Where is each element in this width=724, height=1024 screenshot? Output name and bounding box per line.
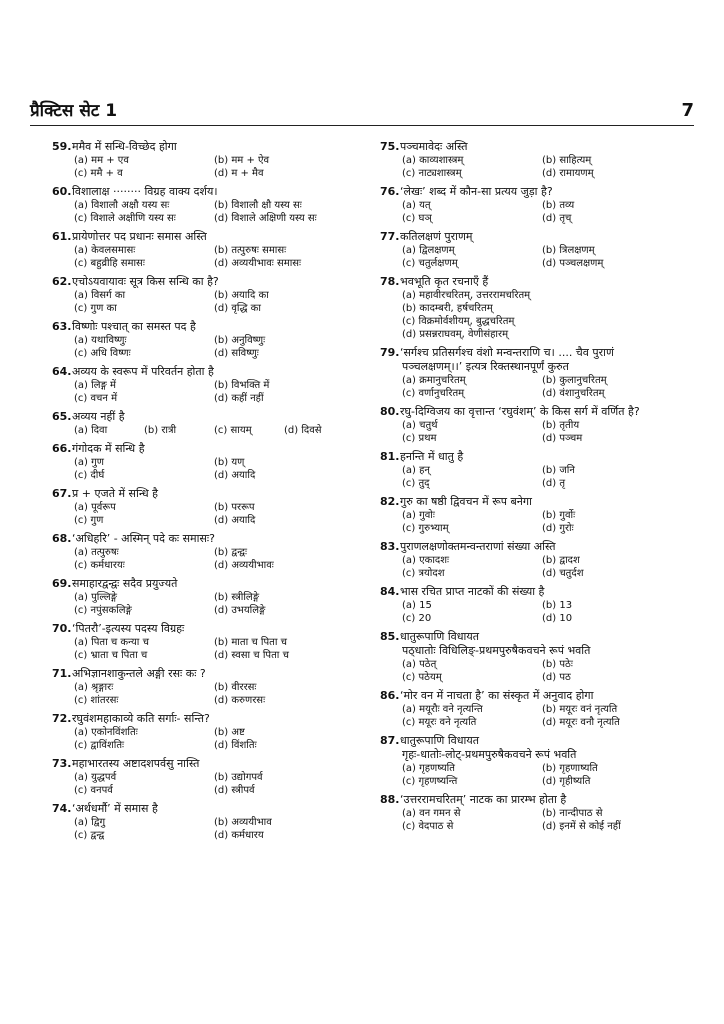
options bbox=[52, 816, 352, 842]
option: (c) चतुर्लक्षणम् bbox=[402, 258, 458, 269]
option: (c) नपुंसकलिङ्गे bbox=[74, 605, 132, 616]
options bbox=[380, 374, 680, 400]
question-number: 69. bbox=[52, 577, 72, 590]
option: (c) गुरुभ्याम् bbox=[402, 523, 449, 534]
option: (c) ममै + व bbox=[74, 168, 123, 179]
option: (a) विसर्ग का bbox=[74, 290, 126, 301]
option: (b) वीररसः bbox=[214, 682, 257, 693]
option: (b) जनि bbox=[542, 465, 575, 476]
question bbox=[52, 487, 352, 527]
options bbox=[380, 599, 680, 625]
question-line bbox=[380, 630, 680, 644]
option: (b) मयूरः वनं नृत्यति bbox=[542, 704, 618, 715]
question-text: ‘अधिहरि’ - अस्मिन् पदे कः समासः? bbox=[72, 532, 215, 545]
option: (c) शांतरसः bbox=[74, 695, 119, 706]
question-line bbox=[380, 734, 680, 748]
option: (c) वेदपाठ से bbox=[402, 821, 454, 832]
question-text: अव्यय नहीं है bbox=[72, 410, 125, 423]
question-line bbox=[52, 532, 352, 546]
option: (d) कहीं नहीं bbox=[214, 393, 264, 404]
option: (c) बहुव्रीहि समासः bbox=[74, 258, 145, 269]
question bbox=[380, 185, 680, 225]
options bbox=[52, 681, 352, 707]
options bbox=[380, 658, 680, 684]
option: (a) द्विलक्षणम् bbox=[402, 245, 455, 256]
options bbox=[380, 289, 680, 341]
option: (b) द्वादश bbox=[542, 555, 580, 566]
right-column bbox=[380, 140, 680, 838]
option: (c) नाट्यशास्त्रम् bbox=[402, 168, 462, 179]
option: (a) क्रमानुचरितम् bbox=[402, 375, 466, 386]
option: (a) गृहणष्यति bbox=[402, 763, 455, 774]
option: (b) रात्री bbox=[144, 425, 177, 436]
question-text: धातुरूपाणि विधायत bbox=[400, 734, 480, 747]
option: (a) पुल्लिङ्गे bbox=[74, 592, 117, 603]
option: (a) वन गमन से bbox=[402, 808, 461, 819]
option: (c) वर्णानुचरितम् bbox=[402, 388, 465, 399]
question-text: विष्णोः पश्चात् का समस्त पद है bbox=[72, 320, 196, 333]
options bbox=[52, 424, 352, 437]
option: (b) त्रिलक्षणम् bbox=[542, 245, 595, 256]
option: (b) कुलानुचरितम् bbox=[542, 375, 607, 386]
option: (b) अव्ययीभाव bbox=[214, 817, 272, 828]
question bbox=[52, 320, 352, 360]
option: (a) हन् bbox=[402, 465, 430, 476]
question-text: रघु-दिग्विजय का वृत्तान्त ‘रघुवंशम्’ के किस सर्ग में वर्णित है? bbox=[400, 405, 640, 418]
option: (c) वनपर्व bbox=[74, 785, 113, 796]
question bbox=[380, 405, 680, 445]
question-text: रघुवंशमहाकाव्ये कति सर्गाः- सन्ति? bbox=[72, 712, 210, 725]
question-line bbox=[52, 802, 352, 816]
question-number: 79. bbox=[380, 346, 400, 359]
question-line bbox=[52, 487, 352, 501]
question-text: ‘मोर वन में नाचता है’ का संस्कृत में अनुवाद होगा bbox=[400, 689, 594, 702]
option: (d) म + मैव bbox=[214, 168, 264, 179]
question-number: 68. bbox=[52, 532, 72, 545]
question-text: हनन्ति में धातु है bbox=[400, 450, 464, 463]
option: (b) साहित्यम् bbox=[542, 155, 592, 166]
option: (b) गुर्वोः bbox=[542, 510, 576, 521]
question-line bbox=[52, 410, 352, 424]
question bbox=[380, 275, 680, 341]
question-text: ‘पितरौ’-इत्यस्य पदस्य विग्रहः bbox=[72, 622, 185, 635]
option: (b) अनुविष्णुः bbox=[214, 335, 266, 346]
question-number: 62. bbox=[52, 275, 72, 288]
option: (d) अयादि bbox=[214, 515, 256, 526]
option: (b) मम + ऐव bbox=[214, 155, 270, 166]
question-line bbox=[380, 405, 680, 419]
option: (c) दीर्घ bbox=[74, 470, 105, 481]
page-header bbox=[30, 95, 694, 126]
option: (b) तव्य bbox=[542, 200, 575, 211]
question-line bbox=[380, 230, 680, 244]
question-line bbox=[52, 667, 352, 681]
option: (b) 13 bbox=[542, 600, 573, 611]
question bbox=[52, 532, 352, 572]
question-line bbox=[380, 585, 680, 599]
question-number: 73. bbox=[52, 757, 72, 770]
question-number: 66. bbox=[52, 442, 72, 455]
option: (d) पञ्चम bbox=[542, 433, 583, 444]
question-number: 67. bbox=[52, 487, 72, 500]
question-number: 85. bbox=[380, 630, 400, 643]
option: (a) यत् bbox=[402, 200, 431, 211]
question-line bbox=[52, 140, 352, 154]
question-number: 77. bbox=[380, 230, 400, 243]
page-number: 7 bbox=[681, 100, 694, 121]
question-text: एचोऽयवायावः सूत्र किस सन्धि का है? bbox=[72, 275, 219, 288]
options bbox=[380, 464, 680, 490]
question bbox=[380, 346, 680, 400]
question-text: पुराणलक्षणोक्तमन्वन्तराणां संख्या अस्ति bbox=[400, 540, 556, 553]
option: (d) 10 bbox=[542, 613, 573, 624]
options bbox=[52, 199, 352, 225]
option: (a) पठेत् bbox=[402, 659, 437, 670]
option: (c) भ्राता च पिता च bbox=[74, 650, 148, 661]
options bbox=[52, 244, 352, 270]
question-number: 65. bbox=[52, 410, 72, 423]
options bbox=[52, 726, 352, 752]
option: (a) महावीरचरितम्, उत्तररामचरितम् bbox=[402, 290, 531, 301]
option: (b) कादम्बरी, हर्षचरितम् bbox=[402, 303, 493, 314]
question-text: धातुरूपाणि विधायत bbox=[400, 630, 480, 643]
option: (a) काव्यशास्त्रम् bbox=[402, 155, 464, 166]
option: (b) विशालौ क्षौ यस्य सः bbox=[214, 200, 302, 211]
question bbox=[52, 185, 352, 225]
option: (c) प्रथम bbox=[402, 433, 437, 444]
option: (b) उद्योगपर्व bbox=[214, 772, 263, 783]
option: (a) विशालौ अक्षौ यस्य सः bbox=[74, 200, 170, 211]
question-text-continued: गृहः-धातोः-लोट्-प्रथमपुरुषैकवचने रूपं भवति bbox=[402, 748, 577, 761]
option: (d) कर्मधारय bbox=[214, 830, 264, 841]
option: (c) घञ् bbox=[402, 213, 432, 224]
question-number: 88. bbox=[380, 793, 400, 806]
question-text: पञ्चमावेदः अस्ति bbox=[400, 140, 468, 153]
option: (c) विक्रमोर्वशीयम्, बुद्धचरितम् bbox=[402, 316, 515, 327]
option: (d) वृद्धि का bbox=[214, 303, 261, 314]
option: (b) माता च पिता च bbox=[214, 637, 287, 648]
question bbox=[52, 442, 352, 482]
question bbox=[52, 802, 352, 842]
option: (b) गृहणाष्यति bbox=[542, 763, 598, 774]
question-text: विशालाक्ष ········ विग्रह वाक्य दर्शय। bbox=[72, 185, 218, 198]
options bbox=[52, 154, 352, 180]
question-text: गुरु का षष्ठी द्विवचन में रूप बनेगा bbox=[400, 495, 532, 508]
question bbox=[380, 689, 680, 729]
question bbox=[52, 622, 352, 662]
options bbox=[52, 636, 352, 662]
option: (a) 15 bbox=[402, 600, 432, 611]
option: (a) दिवा bbox=[74, 425, 108, 436]
question-text: भवभूति कृत रचनाएँ हैं bbox=[400, 275, 489, 288]
option: (c) 20 bbox=[402, 613, 432, 624]
options bbox=[380, 762, 680, 788]
question-number: 86. bbox=[380, 689, 400, 702]
question-number: 80. bbox=[380, 405, 400, 418]
option: (d) दिवसे bbox=[284, 425, 322, 436]
question-text: अभिज्ञानशाकुन्तले अङ्गी रसः कः ? bbox=[72, 667, 206, 680]
option: (a) मम + एव bbox=[74, 155, 129, 166]
option: (b) द्वन्द्वः bbox=[214, 547, 248, 558]
option: (b) तत्पुरुषः समासः bbox=[214, 245, 287, 256]
question-text: गंगोदक में सन्धि है bbox=[72, 442, 145, 455]
question-line bbox=[380, 275, 680, 289]
option: (d) स्वसा च पिता च bbox=[214, 650, 289, 661]
question-number: 83. bbox=[380, 540, 400, 553]
option: (b) विभक्ति में bbox=[214, 380, 270, 391]
question-number: 60. bbox=[52, 185, 72, 198]
option: (a) युद्धपर्व bbox=[74, 772, 117, 783]
options bbox=[52, 456, 352, 482]
question bbox=[52, 712, 352, 752]
question bbox=[52, 410, 352, 437]
question-line bbox=[380, 450, 680, 464]
option: (c) द्वाविंशतिः bbox=[74, 740, 125, 751]
option: (a) तत्पुरुषः bbox=[74, 547, 119, 558]
option: (b) अष्ट bbox=[214, 727, 245, 738]
options bbox=[380, 419, 680, 445]
question bbox=[380, 140, 680, 180]
question-line bbox=[52, 320, 352, 334]
question-number: 81. bbox=[380, 450, 400, 463]
option: (d) स्त्रीपर्व bbox=[214, 785, 255, 796]
left-column bbox=[52, 140, 352, 847]
option: (b) पठेः bbox=[542, 659, 573, 670]
option: (a) केवलसमासः bbox=[74, 245, 136, 256]
option: (d) रामायणम् bbox=[542, 168, 594, 179]
option: (c) विशाले अक्षीणि यस्य सः bbox=[74, 213, 176, 224]
question-text: भास रचित प्राप्त नाटकों की संख्या है bbox=[400, 585, 545, 598]
question-line bbox=[52, 577, 352, 591]
options bbox=[380, 199, 680, 225]
option: (a) गुण bbox=[74, 457, 104, 468]
option: (c) अधि विष्णः bbox=[74, 348, 131, 359]
options bbox=[380, 509, 680, 535]
options bbox=[52, 289, 352, 315]
option: (a) एकादशः bbox=[402, 555, 450, 566]
question-line bbox=[380, 140, 680, 154]
options bbox=[52, 501, 352, 527]
options bbox=[52, 334, 352, 360]
question-number: 59. bbox=[52, 140, 72, 153]
question-line bbox=[52, 712, 352, 726]
options bbox=[380, 554, 680, 580]
option: (d) उभयलिङ्गे bbox=[214, 605, 266, 616]
question-text: कतिलक्षणं पुराणम् bbox=[400, 230, 473, 243]
question-number: 61. bbox=[52, 230, 72, 243]
option: (a) एकोनविंशतिः bbox=[74, 727, 138, 738]
question bbox=[52, 757, 352, 797]
option: (d) गृहीष्यति bbox=[542, 776, 591, 787]
question bbox=[52, 140, 352, 180]
question-line bbox=[380, 495, 680, 509]
question-number: 63. bbox=[52, 320, 72, 333]
option: (b) तृतीय bbox=[542, 420, 580, 431]
question-line bbox=[52, 365, 352, 379]
question-text: ‘लेखः’ शब्द में कौन-सा प्रत्यय जुड़ा है? bbox=[400, 185, 553, 198]
question-text: ‘सर्गश्च प्रतिसर्गश्च वंशो मन्वन्तराणि च। .... चैव पुराणं bbox=[400, 346, 614, 359]
option: (b) पररूप bbox=[214, 502, 255, 513]
option: (d) पठ bbox=[542, 672, 571, 683]
question-line bbox=[380, 346, 680, 360]
question-text-continued: पठ्धातोः विधिलिङ्-प्रथमपुरुषैकवचने रूपं भवति bbox=[402, 644, 591, 657]
options bbox=[52, 379, 352, 405]
option: (a) श्रृङ्गारः bbox=[74, 682, 114, 693]
option: (d) करुणरसः bbox=[214, 695, 266, 706]
option: (c) सायम् bbox=[214, 425, 252, 436]
question-text: महाभारतस्य अष्टादशपर्वसु नास्ति bbox=[72, 757, 200, 770]
question bbox=[52, 230, 352, 270]
options bbox=[52, 546, 352, 572]
question-number: 78. bbox=[380, 275, 400, 288]
question-text-continued: पञ्चलक्षणम्।।’ इत्यत्र रिक्तस्थानपूर्णं कुरुत bbox=[402, 360, 569, 373]
option: (b) नान्दीपाठ से bbox=[542, 808, 603, 819]
question bbox=[380, 450, 680, 490]
option: (d) वंशानुचरितम् bbox=[542, 388, 605, 399]
option: (c) द्वन्द्व bbox=[74, 830, 105, 841]
options bbox=[52, 591, 352, 617]
option: (d) तृच् bbox=[542, 213, 572, 224]
question-line bbox=[52, 275, 352, 289]
option: (c) गुण bbox=[74, 515, 104, 526]
question-number: 76. bbox=[380, 185, 400, 198]
question bbox=[380, 793, 680, 833]
question bbox=[52, 667, 352, 707]
options bbox=[380, 807, 680, 833]
option: (d) गुरोः bbox=[542, 523, 574, 534]
question-number: 64. bbox=[52, 365, 72, 378]
option: (d) अव्ययीभावः समासः bbox=[214, 258, 302, 269]
question-line bbox=[380, 185, 680, 199]
question-number: 87. bbox=[380, 734, 400, 747]
question-line bbox=[52, 757, 352, 771]
question-line bbox=[52, 185, 352, 199]
question bbox=[380, 630, 680, 684]
question-line bbox=[52, 622, 352, 636]
options bbox=[52, 771, 352, 797]
question-number: 72. bbox=[52, 712, 72, 725]
option: (d) तृ bbox=[542, 478, 566, 489]
option: (d) विशाले अक्षिणी यस्य सः bbox=[214, 213, 317, 224]
question-number: 82. bbox=[380, 495, 400, 508]
option: (c) मयूरः वने नृत्यति bbox=[402, 717, 477, 728]
option: (a) लिङ्ग में bbox=[74, 380, 116, 391]
option: (b) अयादि का bbox=[214, 290, 269, 301]
options bbox=[380, 154, 680, 180]
question bbox=[380, 540, 680, 580]
option: (a) यथाविष्णुः bbox=[74, 335, 127, 346]
question bbox=[380, 585, 680, 625]
option: (a) चतुर्थ bbox=[402, 420, 438, 431]
option: (a) द्विगु bbox=[74, 817, 106, 828]
question-text: ममैव में सन्धि-विच्छेद होगा bbox=[72, 140, 177, 153]
question-number: 75. bbox=[380, 140, 400, 153]
option: (a) गुवोः bbox=[402, 510, 435, 521]
question-text: ‘अर्थधर्मौ’ में समास है bbox=[72, 802, 158, 815]
question-line bbox=[52, 230, 352, 244]
question-line bbox=[380, 689, 680, 703]
option: (a) पूर्वरूप bbox=[74, 502, 116, 513]
question-line bbox=[380, 540, 680, 554]
question bbox=[380, 734, 680, 788]
option: (d) चतुर्दश bbox=[542, 568, 584, 579]
question-number: 70. bbox=[52, 622, 72, 635]
question bbox=[380, 495, 680, 535]
option: (a) पिता च कन्या च bbox=[74, 637, 149, 648]
option: (d) सविष्णुः bbox=[214, 348, 259, 359]
option: (c) कर्मधारयः bbox=[74, 560, 125, 571]
option: (d) मयूरः वनौ नृत्यति bbox=[542, 717, 620, 728]
question bbox=[380, 230, 680, 270]
option: (d) पञ्चलक्षणम् bbox=[542, 258, 604, 269]
option: (c) पठेयम् bbox=[402, 672, 442, 683]
option: (d) विंशतिः bbox=[214, 740, 257, 751]
question-line bbox=[380, 793, 680, 807]
option: (b) स्त्रीलिङ्गे bbox=[214, 592, 260, 603]
question-text: अव्यय के स्वरूप में परिवर्तन होता है bbox=[72, 365, 214, 378]
question-text: ‘उत्तररामचरितम्’ नाटक का प्रारम्भ होता है bbox=[400, 793, 567, 806]
option: (d) प्रसन्नराघवम्, वेणीसंहारम् bbox=[402, 329, 509, 340]
option: (d) अयादि bbox=[214, 470, 256, 481]
question-text: समाहारद्वन्द्वः सदैव प्रयुज्यते bbox=[72, 577, 178, 590]
option: (c) वचन में bbox=[74, 393, 118, 404]
options bbox=[380, 703, 680, 729]
question-text: प्रायेणोत्तर पद प्रधानः समास अस्ति bbox=[72, 230, 207, 243]
option: (a) मयूरौः वने नृत्यन्ति bbox=[402, 704, 483, 715]
question bbox=[52, 577, 352, 617]
option: (c) त्रयोदश bbox=[402, 568, 445, 579]
question-number: 84. bbox=[380, 585, 400, 598]
option: (c) गुण का bbox=[74, 303, 117, 314]
option: (b) यण् bbox=[214, 457, 245, 468]
option: (c) तुद् bbox=[402, 478, 430, 489]
question-text: प्र + एजते में सन्धि है bbox=[72, 487, 158, 500]
question-number: 71. bbox=[52, 667, 72, 680]
question bbox=[52, 365, 352, 405]
option: (c) गृहणष्यन्ति bbox=[402, 776, 458, 787]
options bbox=[380, 244, 680, 270]
question-line bbox=[52, 442, 352, 456]
option: (d) इनमें से कोई नहीं bbox=[542, 821, 621, 832]
page-title: प्रैक्टिस सेट 1 bbox=[30, 101, 118, 121]
option: (d) अव्ययीभावः bbox=[214, 560, 274, 571]
question bbox=[52, 275, 352, 315]
question-number: 74. bbox=[52, 802, 72, 815]
